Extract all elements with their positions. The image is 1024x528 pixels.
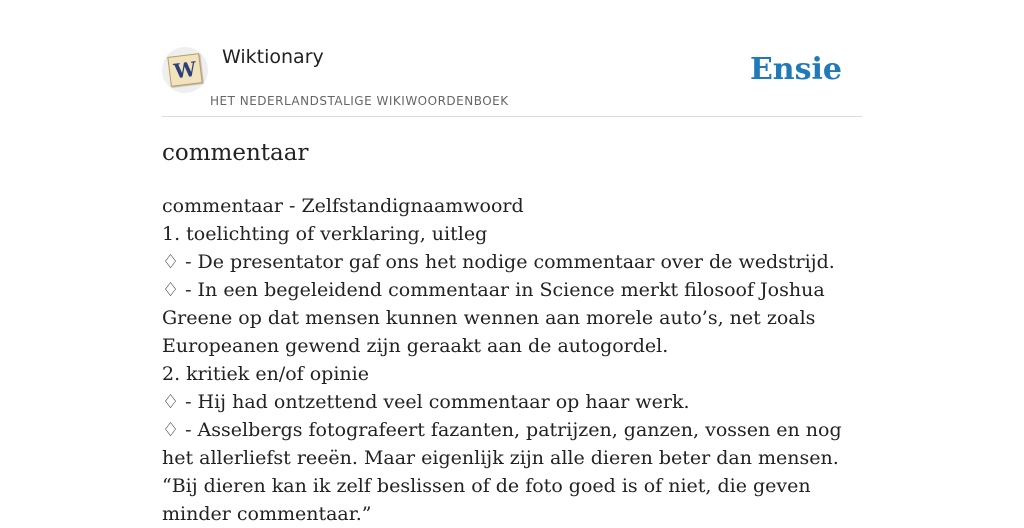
entry-line-example: ♢ - In een begeleidend commentaar in Science merkt filosoof Joshua Greene op dat mensen kunnen wennen aan morele auto’s, net zoals Europeanen gewend zijn geraakt aan de autogordel. <box>162 279 825 357</box>
entry-line-definition-1: 1. toelichting of verklaring, uitleg <box>162 223 488 245</box>
entry-line-pos: commentaar - Zelfstandignaamwoord <box>162 195 524 217</box>
site-name[interactable]: Wiktionary <box>222 46 324 68</box>
wiktionary-logo-icon[interactable] <box>162 47 208 93</box>
logo-tile <box>167 53 202 87</box>
ensie-brand-link[interactable]: Ensie <box>749 52 842 87</box>
entry-line-example: ♢ - Hij had ontzettend veel commentaar op haar werk. <box>162 391 690 413</box>
entry-line-definition-2: 2. kritiek en/of opinie <box>162 363 369 385</box>
entry-line-example: ♢ - Asselbergs fotografeert fazanten, patrijzen, ganzen, vossen en nog het allerliefst reeën. Maar eigenlijk zijn alle dieren beter dan mensen. “Bij dieren kan ik zelf beslissen of de foto goed is of niet, die geven minder commentaar.” <box>162 419 842 525</box>
header <box>162 44 862 117</box>
entry-content <box>162 192 862 528</box>
site-tagline: HET NEDERLANDSTALIGE WIKIWOORDENBOEK <box>210 94 509 108</box>
entry-title: commentaar <box>162 140 309 166</box>
logo-letter: W <box>172 56 198 84</box>
entry-line-example: ♢ - De presentator gaf ons het nodige commentaar over de wedstrijd. <box>162 251 835 273</box>
